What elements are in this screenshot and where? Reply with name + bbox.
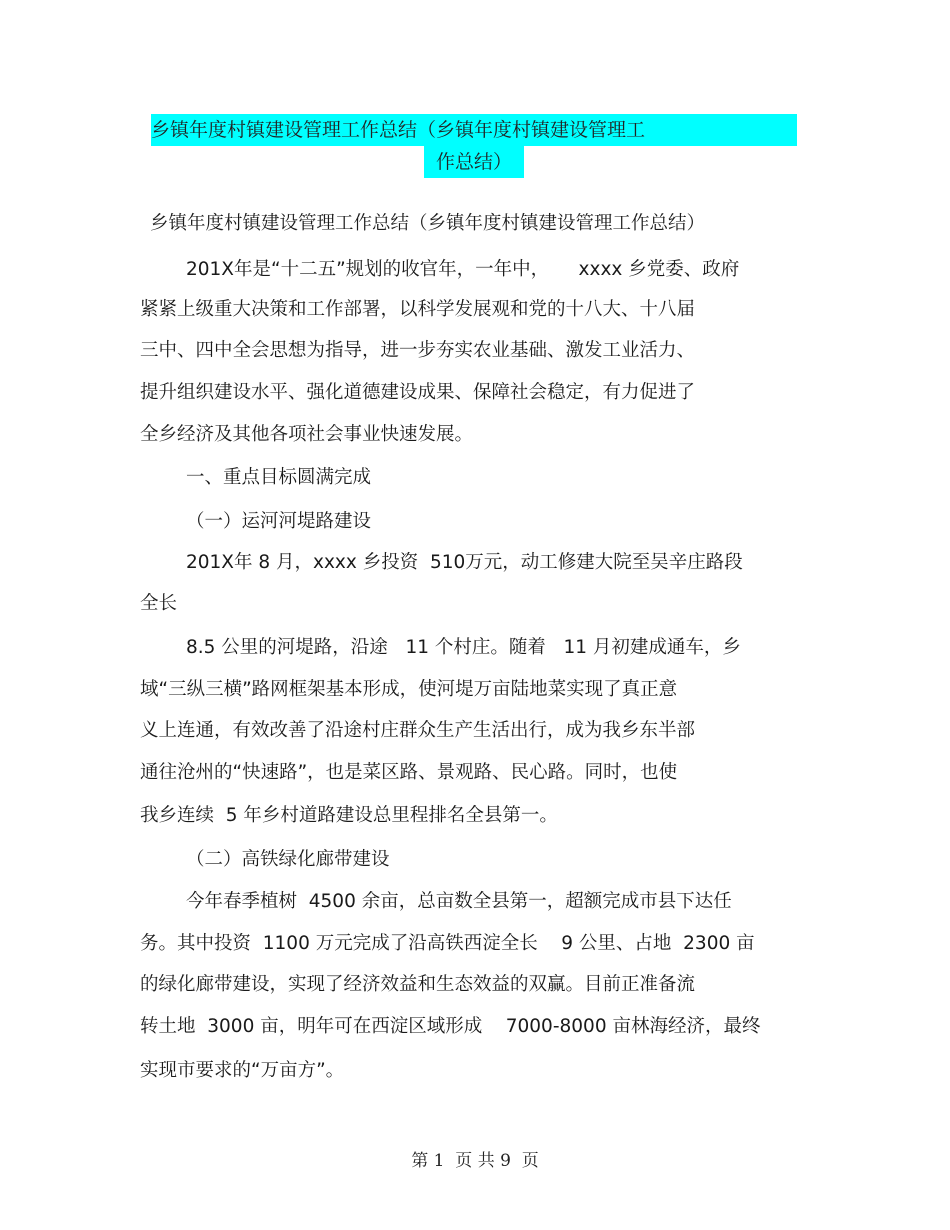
paragraph-line: 201X年 8 月，xxxx 乡投资 510万元，动工修建大院至吴辛庄路段	[186, 552, 743, 573]
paragraph-line: 实现市要求的“万亩方”。	[140, 1060, 345, 1081]
paragraph-line: 今年春季植树 4500 余亩，总亩数全县第一，超额完成市县下达任	[186, 891, 732, 912]
paragraph-line: 8.5 公里的河堤路，沿途 11 个村庄。随着 11 月初建成通车，乡	[186, 637, 741, 658]
paragraph-line: 我乡连续 5 年乡村道路建设总里程排名全县第一。	[140, 805, 558, 826]
paragraph-line: 义上连通，有效改善了沿途村庄群众生产生活出行，成为我乡东半部	[140, 720, 696, 741]
paragraph-line: 转土地 3000 亩，明年可在西淀区域形成 7000-8000 亩林海经济，最终	[140, 1016, 761, 1037]
document-title-line-2: 作总结）	[424, 146, 524, 178]
paragraph-line: 域“三纵三横”路网框架基本形成，使河堤万亩陆地菜实现了真正意	[140, 679, 678, 700]
subsection-heading: （二）高铁绿化廊带建设	[186, 849, 390, 870]
paragraph-line: 提升组织建设水平、强化道德建设成果、保障社会稳定，有力促进了	[140, 382, 696, 403]
subtitle: 乡镇年度村镇建设管理工作总结（乡镇年度村镇建设管理工作总结）	[150, 213, 706, 234]
section-heading: 一、重点目标圆满完成	[186, 467, 372, 488]
paragraph-line: 全乡经济及其他各项社会事业快速发展。	[140, 424, 474, 445]
page-footer: 第 1 页 共 9 页	[411, 1151, 539, 1171]
paragraph-line: 201X年是“十二五”规划的收官年，一年中， xxxx 乡党委、政府	[186, 259, 740, 280]
paragraph-line: 的绿化廊带建设，实现了经济效益和生态效益的双赢。目前正准备流	[140, 974, 696, 995]
paragraph-line: 紧紧上级重大决策和工作部署，以科学发展观和党的十八大、十八届	[140, 299, 696, 320]
document-title-line-1: 乡镇年度村镇建设管理工作总结（乡镇年度村镇建设管理工	[151, 114, 797, 146]
paragraph-line: 通往沧州的“快速路”，也是菜区路、景观路、民心路。同时，也使	[140, 762, 678, 783]
paragraph-line: 三中、四中全会思想为指导，进一步夯实农业基础、激发工业活力、	[140, 340, 696, 361]
paragraph-line: 全长	[140, 593, 178, 614]
subsection-heading: （一）运河河堤路建设	[186, 511, 372, 532]
paragraph-line: 务。其中投资 1100 万元完成了沿高铁西淀全长 9 公里、占地 2300 亩	[140, 933, 755, 954]
